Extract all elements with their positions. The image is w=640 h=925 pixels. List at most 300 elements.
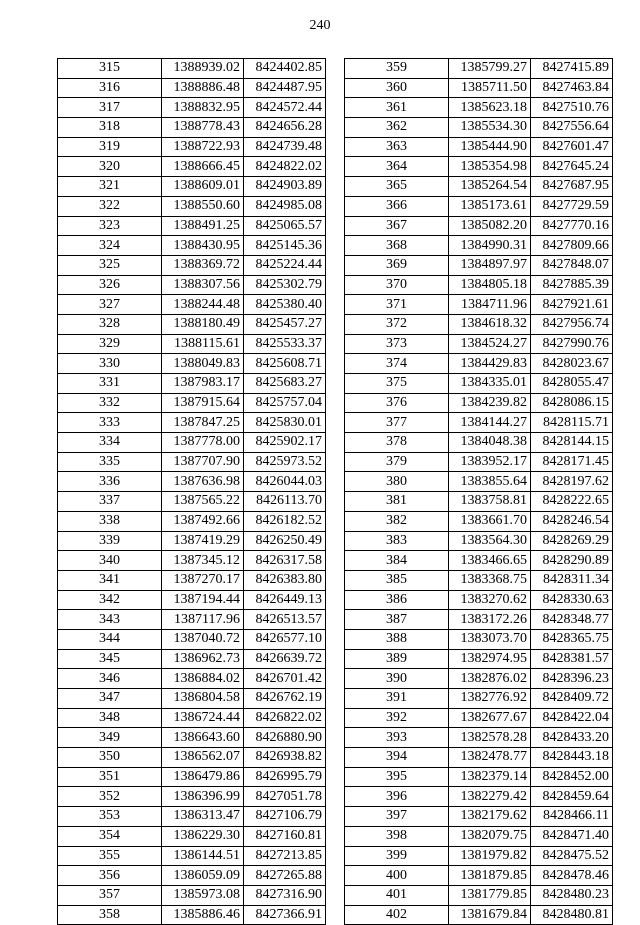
point-number-cell: 372 — [345, 314, 449, 334]
x-coordinate-cell: 1384239.82 — [449, 393, 531, 413]
table-row — [345, 157, 613, 177]
table-row — [58, 452, 326, 472]
point-number-cell: 399 — [345, 846, 449, 866]
table-row — [58, 748, 326, 768]
y-coordinate-cell: 8425830.01 — [244, 413, 326, 433]
point-number-cell: 362 — [345, 118, 449, 138]
point-number-cell: 361 — [345, 98, 449, 118]
y-coordinate-cell: 8428471.40 — [531, 826, 613, 846]
point-number-cell: 324 — [58, 236, 162, 256]
point-number-cell: 374 — [345, 354, 449, 374]
y-coordinate-cell: 8425608.71 — [244, 354, 326, 374]
table-row — [345, 708, 613, 728]
table-row — [58, 295, 326, 315]
table-row — [345, 177, 613, 197]
point-number-cell: 392 — [345, 708, 449, 728]
y-coordinate-cell: 8428055.47 — [531, 374, 613, 394]
x-coordinate-cell: 1383661.70 — [449, 511, 531, 531]
x-coordinate-cell: 1383855.64 — [449, 472, 531, 492]
x-coordinate-cell: 1388491.25 — [162, 216, 244, 236]
y-coordinate-cell: 8424572.44 — [244, 98, 326, 118]
x-coordinate-cell: 1386724.44 — [162, 708, 244, 728]
table-row — [345, 433, 613, 453]
point-number-cell: 384 — [345, 551, 449, 571]
table-row — [58, 826, 326, 846]
y-coordinate-cell: 8428222.65 — [531, 492, 613, 512]
x-coordinate-cell: 1382079.75 — [449, 826, 531, 846]
y-coordinate-cell: 8427160.81 — [244, 826, 326, 846]
y-coordinate-cell: 8426317.58 — [244, 551, 326, 571]
table-row — [345, 511, 613, 531]
y-coordinate-cell: 8428381.57 — [531, 649, 613, 669]
point-number-cell: 379 — [345, 452, 449, 472]
x-coordinate-cell: 1386962.73 — [162, 649, 244, 669]
table-row — [345, 275, 613, 295]
y-coordinate-cell: 8425683.27 — [244, 374, 326, 394]
x-coordinate-cell: 1383073.70 — [449, 629, 531, 649]
point-number-cell: 335 — [58, 452, 162, 472]
table-row — [58, 885, 326, 905]
table-row — [345, 610, 613, 630]
x-coordinate-cell: 1387419.29 — [162, 531, 244, 551]
point-number-cell: 386 — [345, 590, 449, 610]
table-row — [345, 767, 613, 787]
y-coordinate-cell: 8426044.03 — [244, 472, 326, 492]
point-number-cell: 391 — [345, 689, 449, 709]
y-coordinate-cell: 8428422.04 — [531, 708, 613, 728]
point-number-cell: 390 — [345, 669, 449, 689]
x-coordinate-cell: 1385444.90 — [449, 137, 531, 157]
x-coordinate-cell: 1386144.51 — [162, 846, 244, 866]
point-number-cell: 351 — [58, 767, 162, 787]
x-coordinate-cell: 1382876.02 — [449, 669, 531, 689]
table-row — [345, 393, 613, 413]
y-coordinate-cell: 8425224.44 — [244, 255, 326, 275]
y-coordinate-cell: 8428396.23 — [531, 669, 613, 689]
table-row — [58, 413, 326, 433]
point-number-cell: 397 — [345, 807, 449, 827]
x-coordinate-cell: 1385711.50 — [449, 78, 531, 98]
y-coordinate-cell: 8427770.16 — [531, 216, 613, 236]
table-row — [345, 216, 613, 236]
y-coordinate-cell: 8427601.47 — [531, 137, 613, 157]
x-coordinate-cell: 1381679.84 — [449, 905, 531, 925]
y-coordinate-cell: 8428475.52 — [531, 846, 613, 866]
point-number-cell: 354 — [58, 826, 162, 846]
table-row — [58, 905, 326, 925]
point-number-cell: 375 — [345, 374, 449, 394]
point-number-cell: 400 — [345, 866, 449, 886]
table-row — [58, 531, 326, 551]
table-row — [345, 413, 613, 433]
x-coordinate-cell: 1383172.26 — [449, 610, 531, 630]
table-row — [345, 570, 613, 590]
y-coordinate-cell: 8427956.74 — [531, 314, 613, 334]
x-coordinate-cell: 1383466.65 — [449, 551, 531, 571]
y-coordinate-cell: 8425902.17 — [244, 433, 326, 453]
table-row — [345, 590, 613, 610]
table-row — [58, 610, 326, 630]
x-coordinate-cell: 1387492.66 — [162, 511, 244, 531]
table-row — [58, 866, 326, 886]
point-number-cell: 333 — [58, 413, 162, 433]
table-row — [345, 787, 613, 807]
point-number-cell: 344 — [58, 629, 162, 649]
page-number: 240 — [309, 18, 331, 33]
point-number-cell: 367 — [345, 216, 449, 236]
x-coordinate-cell: 1386313.47 — [162, 807, 244, 827]
x-coordinate-cell: 1383952.17 — [449, 452, 531, 472]
table-row — [345, 885, 613, 905]
point-number-cell: 393 — [345, 728, 449, 748]
table-row — [345, 531, 613, 551]
x-coordinate-cell: 1388832.95 — [162, 98, 244, 118]
table-row — [58, 334, 326, 354]
x-coordinate-cell: 1385082.20 — [449, 216, 531, 236]
point-number-cell: 329 — [58, 334, 162, 354]
table-row — [345, 629, 613, 649]
x-coordinate-cell: 1383270.62 — [449, 590, 531, 610]
point-number-cell: 328 — [58, 314, 162, 334]
x-coordinate-cell: 1387983.17 — [162, 374, 244, 394]
table-row — [345, 78, 613, 98]
y-coordinate-cell: 8426113.70 — [244, 492, 326, 512]
point-number-cell: 402 — [345, 905, 449, 925]
y-coordinate-cell: 8427366.91 — [244, 905, 326, 925]
y-coordinate-cell: 8427510.76 — [531, 98, 613, 118]
x-coordinate-cell: 1388049.83 — [162, 354, 244, 374]
x-coordinate-cell: 1382379.14 — [449, 767, 531, 787]
point-number-cell: 340 — [58, 551, 162, 571]
table-row — [58, 492, 326, 512]
y-coordinate-cell: 8426880.90 — [244, 728, 326, 748]
point-number-cell: 332 — [58, 393, 162, 413]
point-number-cell: 381 — [345, 492, 449, 512]
x-coordinate-cell: 1385354.98 — [449, 157, 531, 177]
table-row — [58, 157, 326, 177]
y-coordinate-cell: 8424656.28 — [244, 118, 326, 138]
table-row — [345, 196, 613, 216]
table-row — [58, 767, 326, 787]
point-number-cell: 339 — [58, 531, 162, 551]
x-coordinate-cell: 1384144.27 — [449, 413, 531, 433]
x-coordinate-cell: 1386804.58 — [162, 689, 244, 709]
table-row — [58, 354, 326, 374]
x-coordinate-cell: 1387345.12 — [162, 551, 244, 571]
x-coordinate-cell: 1385264.54 — [449, 177, 531, 197]
table-row — [345, 669, 613, 689]
x-coordinate-cell: 1387915.64 — [162, 393, 244, 413]
point-number-cell: 334 — [58, 433, 162, 453]
table-row — [58, 255, 326, 275]
x-coordinate-cell: 1388307.56 — [162, 275, 244, 295]
x-coordinate-cell: 1385534.30 — [449, 118, 531, 138]
point-number-cell: 343 — [58, 610, 162, 630]
y-coordinate-cell: 8428023.67 — [531, 354, 613, 374]
x-coordinate-cell: 1385799.27 — [449, 59, 531, 79]
point-number-cell: 336 — [58, 472, 162, 492]
y-coordinate-cell: 8426513.57 — [244, 610, 326, 630]
y-coordinate-cell: 8427990.76 — [531, 334, 613, 354]
point-number-cell: 373 — [345, 334, 449, 354]
table-row — [58, 374, 326, 394]
x-coordinate-cell: 1382974.95 — [449, 649, 531, 669]
x-coordinate-cell: 1387847.25 — [162, 413, 244, 433]
table-row — [58, 590, 326, 610]
point-number-cell: 359 — [345, 59, 449, 79]
table-row — [58, 78, 326, 98]
y-coordinate-cell: 8428290.89 — [531, 551, 613, 571]
x-coordinate-cell: 1382677.67 — [449, 708, 531, 728]
y-coordinate-cell: 8426250.49 — [244, 531, 326, 551]
x-coordinate-cell: 1386479.86 — [162, 767, 244, 787]
table-row — [58, 787, 326, 807]
x-coordinate-cell: 1384897.97 — [449, 255, 531, 275]
y-coordinate-cell: 8427921.61 — [531, 295, 613, 315]
y-coordinate-cell: 8427265.88 — [244, 866, 326, 886]
point-number-cell: 355 — [58, 846, 162, 866]
y-coordinate-cell: 8427463.84 — [531, 78, 613, 98]
x-coordinate-cell: 1385886.46 — [162, 905, 244, 925]
point-number-cell: 338 — [58, 511, 162, 531]
y-coordinate-cell: 8427213.85 — [244, 846, 326, 866]
table-row — [345, 314, 613, 334]
y-coordinate-cell: 8427415.89 — [531, 59, 613, 79]
table-row — [345, 826, 613, 846]
y-coordinate-cell: 8428365.75 — [531, 629, 613, 649]
table-row — [345, 807, 613, 827]
y-coordinate-cell: 8424822.02 — [244, 157, 326, 177]
point-number-cell: 382 — [345, 511, 449, 531]
point-number-cell: 364 — [345, 157, 449, 177]
point-number-cell: 380 — [345, 472, 449, 492]
x-coordinate-cell: 1383368.75 — [449, 570, 531, 590]
y-coordinate-cell: 8427316.90 — [244, 885, 326, 905]
point-number-cell: 396 — [345, 787, 449, 807]
y-coordinate-cell: 8425065.57 — [244, 216, 326, 236]
x-coordinate-cell: 1386643.60 — [162, 728, 244, 748]
table-row — [58, 629, 326, 649]
table-row — [345, 551, 613, 571]
table-row — [345, 689, 613, 709]
point-number-cell: 387 — [345, 610, 449, 630]
y-coordinate-cell: 8424985.08 — [244, 196, 326, 216]
x-coordinate-cell: 1387194.44 — [162, 590, 244, 610]
table-row — [345, 295, 613, 315]
x-coordinate-cell: 1385973.08 — [162, 885, 244, 905]
point-number-cell: 356 — [58, 866, 162, 886]
point-number-cell: 320 — [58, 157, 162, 177]
table-row — [58, 433, 326, 453]
point-number-cell: 331 — [58, 374, 162, 394]
y-coordinate-cell: 8425973.52 — [244, 452, 326, 472]
y-coordinate-cell: 8428171.45 — [531, 452, 613, 472]
point-number-cell: 398 — [345, 826, 449, 846]
table-row — [58, 846, 326, 866]
y-coordinate-cell: 8426701.42 — [244, 669, 326, 689]
x-coordinate-cell: 1384429.83 — [449, 354, 531, 374]
point-number-cell: 321 — [58, 177, 162, 197]
y-coordinate-cell: 8428452.00 — [531, 767, 613, 787]
y-coordinate-cell: 8427051.78 — [244, 787, 326, 807]
y-coordinate-cell: 8428433.20 — [531, 728, 613, 748]
point-number-cell: 365 — [345, 177, 449, 197]
x-coordinate-cell: 1386396.99 — [162, 787, 244, 807]
table-row — [345, 236, 613, 256]
point-number-cell: 322 — [58, 196, 162, 216]
y-coordinate-cell: 8427885.39 — [531, 275, 613, 295]
x-coordinate-cell: 1387707.90 — [162, 452, 244, 472]
y-coordinate-cell: 8427556.64 — [531, 118, 613, 138]
point-number-cell: 318 — [58, 118, 162, 138]
y-coordinate-cell: 8427848.07 — [531, 255, 613, 275]
point-number-cell: 378 — [345, 433, 449, 453]
x-coordinate-cell: 1387117.96 — [162, 610, 244, 630]
x-coordinate-cell: 1381979.82 — [449, 846, 531, 866]
point-number-cell: 370 — [345, 275, 449, 295]
table-row — [58, 118, 326, 138]
x-coordinate-cell: 1388722.93 — [162, 137, 244, 157]
point-number-cell: 326 — [58, 275, 162, 295]
point-number-cell: 325 — [58, 255, 162, 275]
x-coordinate-cell: 1388886.48 — [162, 78, 244, 98]
x-coordinate-cell: 1387636.98 — [162, 472, 244, 492]
point-number-cell: 388 — [345, 629, 449, 649]
y-coordinate-cell: 8428443.18 — [531, 748, 613, 768]
y-coordinate-cell: 8428459.64 — [531, 787, 613, 807]
table-row — [345, 334, 613, 354]
y-coordinate-cell: 8424739.48 — [244, 137, 326, 157]
point-number-cell: 394 — [345, 748, 449, 768]
point-number-cell: 323 — [58, 216, 162, 236]
y-coordinate-cell: 8428480.81 — [531, 905, 613, 925]
y-coordinate-cell: 8428330.63 — [531, 590, 613, 610]
point-number-cell: 315 — [58, 59, 162, 79]
x-coordinate-cell: 1386884.02 — [162, 669, 244, 689]
table-row — [345, 649, 613, 669]
x-coordinate-cell: 1382776.92 — [449, 689, 531, 709]
x-coordinate-cell: 1382279.42 — [449, 787, 531, 807]
y-coordinate-cell: 8428478.46 — [531, 866, 613, 886]
x-coordinate-cell: 1388430.95 — [162, 236, 244, 256]
y-coordinate-cell: 8426938.82 — [244, 748, 326, 768]
y-coordinate-cell: 8428115.71 — [531, 413, 613, 433]
y-coordinate-cell: 8425533.37 — [244, 334, 326, 354]
point-number-cell: 401 — [345, 885, 449, 905]
y-coordinate-cell: 8424402.85 — [244, 59, 326, 79]
x-coordinate-cell: 1382179.62 — [449, 807, 531, 827]
y-coordinate-cell: 8425457.27 — [244, 314, 326, 334]
x-coordinate-cell: 1383564.30 — [449, 531, 531, 551]
x-coordinate-cell: 1388369.72 — [162, 255, 244, 275]
point-number-cell: 385 — [345, 570, 449, 590]
point-number-cell: 358 — [58, 905, 162, 925]
y-coordinate-cell: 8425380.40 — [244, 295, 326, 315]
x-coordinate-cell: 1384711.96 — [449, 295, 531, 315]
y-coordinate-cell: 8427809.66 — [531, 236, 613, 256]
x-coordinate-cell: 1386562.07 — [162, 748, 244, 768]
point-number-cell: 389 — [345, 649, 449, 669]
x-coordinate-cell: 1388244.48 — [162, 295, 244, 315]
point-number-cell: 369 — [345, 255, 449, 275]
coordinates-table-right — [344, 58, 613, 925]
y-coordinate-cell: 8428409.72 — [531, 689, 613, 709]
x-coordinate-cell: 1382478.77 — [449, 748, 531, 768]
table-row — [58, 216, 326, 236]
x-coordinate-cell: 1386059.09 — [162, 866, 244, 886]
y-coordinate-cell: 8428086.15 — [531, 393, 613, 413]
table-row — [58, 177, 326, 197]
y-coordinate-cell: 8426762.19 — [244, 689, 326, 709]
y-coordinate-cell: 8428269.29 — [531, 531, 613, 551]
table-row — [58, 275, 326, 295]
x-coordinate-cell: 1386229.30 — [162, 826, 244, 846]
table-row — [58, 669, 326, 689]
y-coordinate-cell: 8426449.13 — [244, 590, 326, 610]
table-row — [58, 807, 326, 827]
point-number-cell: 352 — [58, 787, 162, 807]
y-coordinate-cell: 8427687.95 — [531, 177, 613, 197]
point-number-cell: 350 — [58, 748, 162, 768]
table-row — [58, 98, 326, 118]
x-coordinate-cell: 1384990.31 — [449, 236, 531, 256]
x-coordinate-cell: 1387270.17 — [162, 570, 244, 590]
table-row — [345, 255, 613, 275]
table-row — [58, 649, 326, 669]
table-row — [58, 570, 326, 590]
point-number-cell: 353 — [58, 807, 162, 827]
table-row — [345, 374, 613, 394]
table-row — [58, 728, 326, 748]
y-coordinate-cell: 8426822.02 — [244, 708, 326, 728]
table-row — [345, 137, 613, 157]
x-coordinate-cell: 1383758.81 — [449, 492, 531, 512]
y-coordinate-cell: 8427645.24 — [531, 157, 613, 177]
y-coordinate-cell: 8425757.04 — [244, 393, 326, 413]
table-row — [345, 354, 613, 374]
table-row — [58, 551, 326, 571]
y-coordinate-cell: 8427106.79 — [244, 807, 326, 827]
table-row — [58, 137, 326, 157]
point-number-cell: 371 — [345, 295, 449, 315]
x-coordinate-cell: 1384805.18 — [449, 275, 531, 295]
x-coordinate-cell: 1384618.32 — [449, 314, 531, 334]
x-coordinate-cell: 1387565.22 — [162, 492, 244, 512]
table-row — [345, 492, 613, 512]
point-number-cell: 357 — [58, 885, 162, 905]
point-number-cell: 316 — [58, 78, 162, 98]
point-number-cell: 395 — [345, 767, 449, 787]
x-coordinate-cell: 1387778.00 — [162, 433, 244, 453]
point-number-cell: 349 — [58, 728, 162, 748]
x-coordinate-cell: 1388180.49 — [162, 314, 244, 334]
table-row — [345, 728, 613, 748]
point-number-cell: 330 — [58, 354, 162, 374]
table-row — [345, 59, 613, 79]
point-number-cell: 347 — [58, 689, 162, 709]
y-coordinate-cell: 8424487.95 — [244, 78, 326, 98]
y-coordinate-cell: 8426577.10 — [244, 629, 326, 649]
x-coordinate-cell: 1381879.85 — [449, 866, 531, 886]
y-coordinate-cell: 8428311.34 — [531, 570, 613, 590]
x-coordinate-cell: 1381779.85 — [449, 885, 531, 905]
y-coordinate-cell: 8428348.77 — [531, 610, 613, 630]
point-number-cell: 317 — [58, 98, 162, 118]
table-row — [345, 118, 613, 138]
table-row — [58, 689, 326, 709]
point-number-cell: 360 — [345, 78, 449, 98]
table-row — [345, 452, 613, 472]
